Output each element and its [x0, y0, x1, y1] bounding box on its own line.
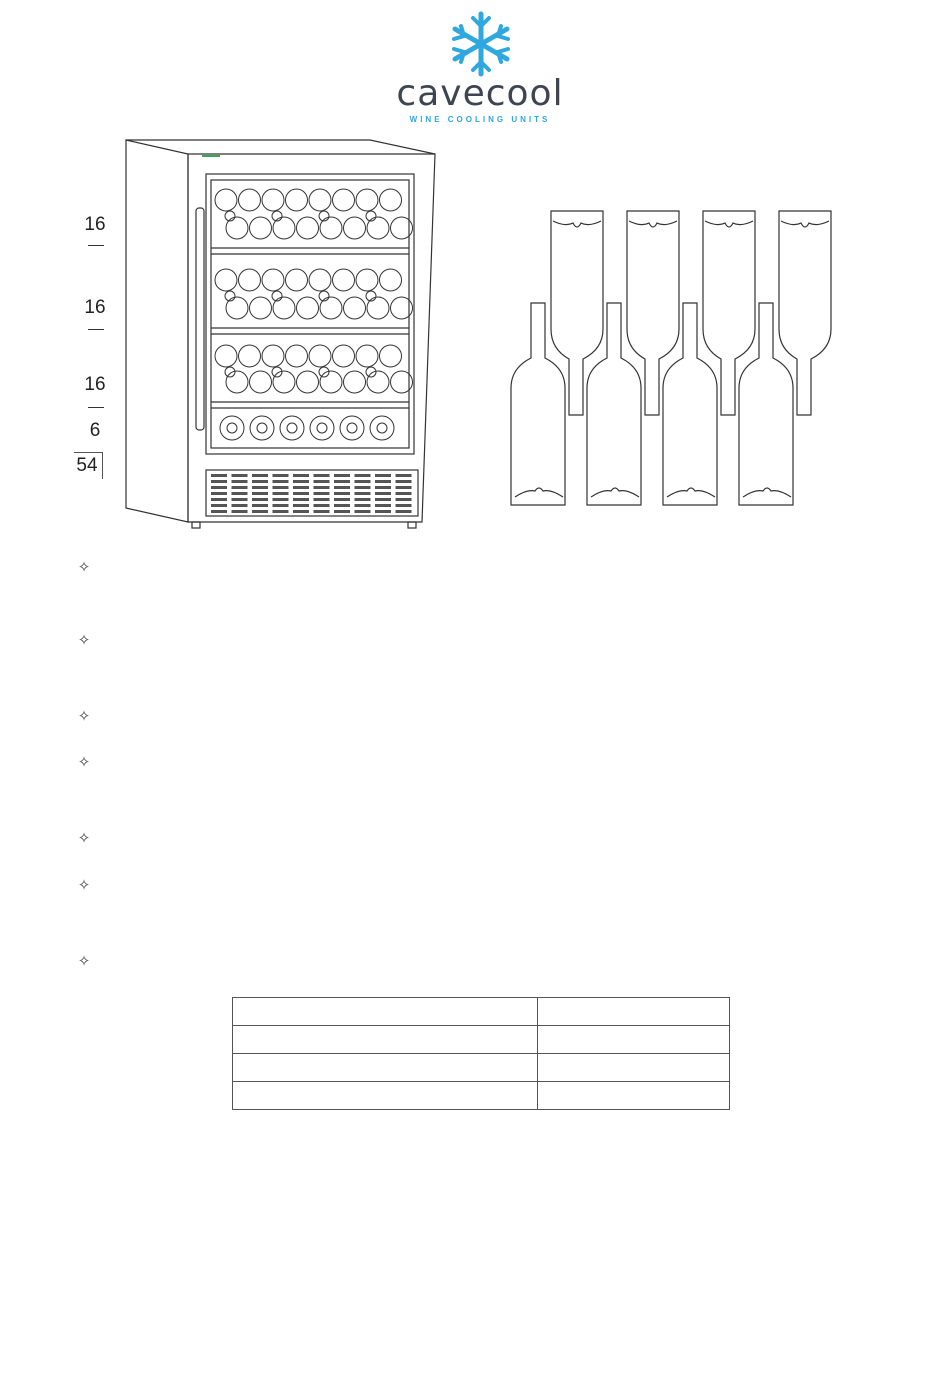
bottle-end-icon [333, 345, 355, 367]
bullet-marker: ✧ [77, 830, 91, 847]
vent-slot [211, 480, 227, 483]
shelf-count-4: 6 [89, 420, 101, 441]
bottle-end-icon [320, 297, 342, 319]
vent-slot [355, 480, 371, 483]
vent-slot [211, 510, 227, 513]
vent-slot [232, 498, 248, 501]
vent-slot [314, 474, 330, 477]
table-row [233, 1082, 730, 1110]
bottle-end-icon [297, 217, 319, 239]
vent-slot [375, 498, 391, 501]
bottle-end-icon [286, 345, 308, 367]
table-row [233, 998, 730, 1026]
vent-slot [314, 510, 330, 513]
shelf-count-1: 16 [84, 214, 106, 235]
shelf-divider [88, 245, 104, 246]
table-cell [233, 1082, 538, 1110]
vent-slot [375, 510, 391, 513]
bottle-end-icon [320, 217, 342, 239]
vent-slot [334, 510, 350, 513]
table-cell [233, 1054, 538, 1082]
vent-slot [355, 486, 371, 489]
vent-slot [314, 504, 330, 507]
bottle-end-icon [333, 269, 355, 291]
bottle-end-icon [347, 423, 357, 433]
bottle-stacking-diagram [505, 205, 835, 515]
vent-slot [355, 474, 371, 477]
bottle-end-icon [367, 371, 389, 393]
vent-slot [396, 480, 412, 483]
bottle-end-icon [226, 297, 248, 319]
vent-slot [273, 510, 289, 513]
bottle-end-icon [310, 416, 334, 440]
vent-slot [375, 474, 391, 477]
table-row [233, 1054, 730, 1082]
spec-table [232, 997, 730, 1110]
vent-slot [314, 498, 330, 501]
bottle-end-icon [239, 345, 261, 367]
vent-slot [252, 492, 268, 495]
vent-slot [293, 486, 309, 489]
vent-slot [314, 492, 330, 495]
bottle-end-icon [344, 371, 366, 393]
vent-slot [273, 486, 289, 489]
bottle-end-icon [226, 217, 248, 239]
vent-slot [293, 492, 309, 495]
vent-slot [293, 498, 309, 501]
bottle-end-icon [250, 297, 272, 319]
vent-slot [375, 492, 391, 495]
bullet-marker: ✧ [77, 953, 91, 970]
bottle-end-icon [356, 345, 378, 367]
bottle-end-icon [297, 371, 319, 393]
bottle-end-icon [239, 189, 261, 211]
bottle-end-icon [333, 189, 355, 211]
bottle-end-icon [380, 269, 402, 291]
bottle-end-icon [370, 416, 394, 440]
vent-slot [314, 486, 330, 489]
bottle-end-icon [297, 297, 319, 319]
bottle-end-icon [286, 189, 308, 211]
vent-slot [273, 474, 289, 477]
bottle-end-icon [262, 345, 284, 367]
vent-slot [252, 510, 268, 513]
vent-slot [396, 486, 412, 489]
bottle-end-icon [280, 416, 304, 440]
vent-slot [396, 498, 412, 501]
bottle-end-icon [250, 416, 274, 440]
bottle-end-icon [239, 269, 261, 291]
vent-slot [355, 492, 371, 495]
bottle-end-icon [356, 269, 378, 291]
table-cell [233, 998, 538, 1026]
vent-slot [314, 480, 330, 483]
brand-tagline: WINE COOLING UNITS [409, 115, 551, 124]
vent-slot [273, 492, 289, 495]
bottle-end-icon [215, 189, 237, 211]
bottle-end-icon [309, 189, 331, 211]
bullet-marker: ✧ [77, 754, 91, 771]
bottle-end-icon [273, 217, 295, 239]
vent-slot [334, 498, 350, 501]
bottle-end-icon [356, 189, 378, 211]
bottle-end-icon [226, 371, 248, 393]
table-cell [538, 1026, 730, 1054]
total-capacity: 54 [76, 455, 98, 476]
bottle-end-icon [215, 269, 237, 291]
vent-slot [375, 486, 391, 489]
vent-slot [293, 480, 309, 483]
bottle-end-icon [380, 345, 402, 367]
shelf-divider [88, 407, 104, 408]
shelf-count-3: 16 [84, 374, 106, 395]
vent-slot [211, 492, 227, 495]
vent-slot [211, 504, 227, 507]
bottle-end-icon [317, 423, 327, 433]
bullet-marker: ✧ [77, 559, 91, 576]
bullet-marker: ✧ [77, 877, 91, 894]
vent-slot [232, 510, 248, 513]
bottle-end-icon [286, 269, 308, 291]
bottle-end-icon [287, 423, 297, 433]
table-cell [538, 1054, 730, 1082]
bottle-end-icon [262, 189, 284, 211]
vent-slot [396, 510, 412, 513]
vent-slot [252, 480, 268, 483]
bottle-end-icon [320, 371, 342, 393]
bullet-marker: ✧ [77, 632, 91, 649]
table-row [233, 1026, 730, 1054]
vent-slot [293, 474, 309, 477]
bottle-end-icon [340, 416, 364, 440]
shelf-count-2: 16 [84, 297, 106, 318]
bottle-end-icon [367, 217, 389, 239]
snowflake-icon [446, 8, 516, 80]
bottle-end-icon [344, 297, 366, 319]
bottle-end-icon [377, 423, 387, 433]
vent-slot [232, 486, 248, 489]
vent-slot [334, 492, 350, 495]
bullet-marker: ✧ [77, 708, 91, 725]
bottle-end-icon [250, 371, 272, 393]
vent-slot [232, 474, 248, 477]
bottle-end-icon [367, 297, 389, 319]
brand-logo [360, 8, 600, 123]
vent-slot [334, 480, 350, 483]
vent-slot [232, 504, 248, 507]
bottle-end-icon [273, 297, 295, 319]
vent-slot [211, 474, 227, 477]
bottle-end-icon [344, 217, 366, 239]
vent-slot [273, 504, 289, 507]
bottle-end-icon [215, 345, 237, 367]
bottle-end-icon [220, 416, 244, 440]
vent-slot [211, 498, 227, 501]
bottle-end-icon [250, 217, 272, 239]
vent-slot [252, 486, 268, 489]
brand-wordmark: cavecool [396, 73, 564, 114]
bottle-end-icon [380, 189, 402, 211]
bottle-end-icon [257, 423, 267, 433]
vent-slot [355, 504, 371, 507]
vent-slot [252, 474, 268, 477]
vent-slot [334, 474, 350, 477]
bottle-end-icon [309, 345, 331, 367]
vent-slot [232, 480, 248, 483]
vent-slot [355, 510, 371, 513]
vent-slot [375, 480, 391, 483]
vent-slot [334, 504, 350, 507]
vent-slot [396, 492, 412, 495]
wine-fridge-illustration [110, 130, 440, 530]
bottle-end-icon [262, 269, 284, 291]
vent-slot [273, 498, 289, 501]
shelf-divider [88, 329, 104, 330]
vent-slot [293, 510, 309, 513]
vent-slot [273, 480, 289, 483]
vent-slot [293, 504, 309, 507]
bottle-end-icon [273, 371, 295, 393]
bottle-end-icon [309, 269, 331, 291]
vent-slot [252, 504, 268, 507]
vent-slot [252, 498, 268, 501]
vent-slot [396, 504, 412, 507]
vent-slot [375, 504, 391, 507]
vent-slot [211, 486, 227, 489]
table-cell [538, 998, 730, 1026]
table-cell [538, 1082, 730, 1110]
vent-slot [396, 474, 412, 477]
vent-slot [355, 498, 371, 501]
vent-slot [232, 492, 248, 495]
vent-slot [334, 486, 350, 489]
bottle-end-icon [227, 423, 237, 433]
table-cell [233, 1026, 538, 1054]
